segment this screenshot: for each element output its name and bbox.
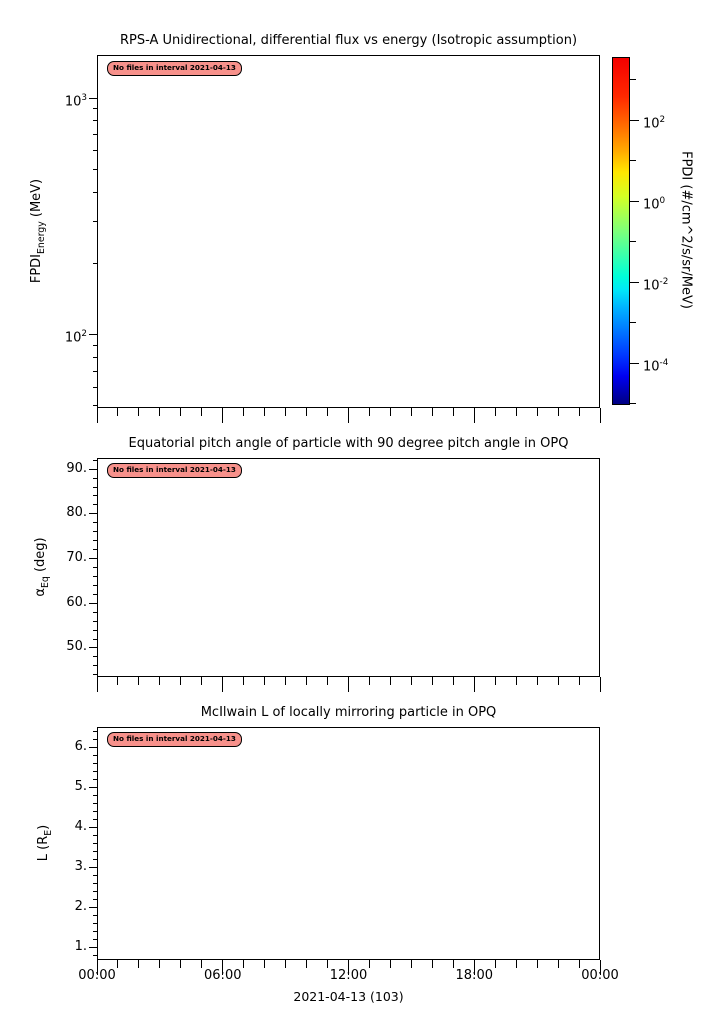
y-minor-tick [93, 795, 97, 796]
y-minor-tick [93, 522, 97, 523]
x-major-tick [348, 408, 349, 423]
x-minor-tick [180, 960, 181, 968]
y-minor-tick [93, 567, 97, 568]
y-minor-tick [93, 819, 97, 820]
x-minor-tick [369, 960, 370, 968]
y-tick-label: 90. [66, 460, 87, 476]
lshell-y-label-sub: E [42, 829, 54, 836]
colorbar-major-tick [630, 201, 639, 202]
y-major-tick [89, 787, 97, 788]
x-minor-tick [495, 677, 496, 685]
x-minor-tick [117, 677, 118, 685]
x-minor-tick [390, 677, 391, 685]
flux-y-label-prefix: FPDI [29, 253, 45, 284]
y-tick-label: 80. [66, 505, 87, 521]
colorbar-tick-base: 10 [643, 116, 660, 132]
y-minor-tick [93, 405, 97, 406]
x-minor-tick [327, 677, 328, 685]
x-minor-tick [243, 960, 244, 968]
x-minor-tick [369, 677, 370, 685]
x-minor-tick [159, 677, 160, 685]
y-tick-exponent: 2 [81, 329, 87, 340]
colorbar-axis-label: FPDI (#/cm^2/s/sr/MeV) [678, 151, 694, 309]
y-tick-label: 50. [66, 639, 87, 655]
y-minor-tick [93, 639, 97, 640]
x-tick-label: 18:00 [455, 968, 493, 983]
y-major-tick [89, 867, 97, 868]
lshell-plot-title: McIlwain L of locally mirroring particle in OPQ [200, 705, 497, 720]
y-minor-tick [93, 939, 97, 940]
y-minor-tick [93, 656, 97, 657]
x-tick-label: 00:00 [78, 968, 116, 983]
y-minor-tick [93, 108, 97, 109]
flux-plot-title: RPS-A Unidirectional, differential flux vs energy (Isotropic assumption) [119, 33, 578, 48]
y-minor-tick [93, 771, 97, 772]
y-minor-tick [93, 923, 97, 924]
y-minor-tick [93, 859, 97, 860]
x-minor-tick [201, 408, 202, 416]
x-major-tick [222, 677, 223, 692]
y-minor-tick [93, 612, 97, 613]
colorbar-tick-exponent: -4 [659, 358, 669, 369]
x-minor-tick [306, 408, 307, 416]
x-minor-tick [453, 677, 454, 685]
y-minor-tick [93, 739, 97, 740]
y-tick-base: 10 [64, 93, 82, 109]
x-minor-tick [159, 960, 160, 968]
x-minor-tick [180, 677, 181, 685]
lshell-y-label-prefix: L (R [36, 835, 52, 862]
x-minor-tick [264, 677, 265, 685]
y-minor-tick [93, 875, 97, 876]
y-minor-tick [93, 835, 97, 836]
x-minor-tick [579, 408, 580, 416]
pitch-y-label-sub: Eq [39, 576, 51, 589]
y-tick-label: 5. [74, 778, 87, 794]
y-minor-tick [93, 357, 97, 358]
y-minor-tick [93, 585, 97, 586]
x-minor-tick [117, 960, 118, 968]
y-minor-tick [93, 955, 97, 956]
y-minor-tick [93, 621, 97, 622]
y-minor-tick [93, 731, 97, 732]
x-minor-tick [285, 677, 286, 685]
y-minor-tick [93, 549, 97, 550]
y-minor-tick [93, 169, 97, 170]
x-minor-tick [516, 960, 517, 968]
y-minor-tick [93, 915, 97, 916]
y-tick-label: 3. [74, 858, 87, 874]
x-minor-tick [138, 960, 139, 968]
x-minor-tick [306, 960, 307, 968]
y-minor-tick [93, 576, 97, 577]
y-minor-tick [93, 345, 97, 346]
y-minor-tick [93, 843, 97, 844]
y-minor-tick [93, 504, 97, 505]
x-minor-tick [558, 677, 559, 685]
flux-plot-area [97, 55, 600, 408]
x-minor-tick [327, 960, 328, 968]
y-major-tick [89, 603, 97, 604]
y-major-tick [89, 558, 97, 559]
colorbar-minor-tick [630, 403, 636, 404]
colorbar-major-tick [630, 282, 639, 283]
x-axis-date-label: 2021-04-13 (103) [293, 989, 404, 1004]
x-minor-tick [453, 960, 454, 968]
y-minor-tick [93, 221, 97, 222]
x-minor-tick [390, 960, 391, 968]
pitch-y-label-suffix: (deg) [33, 537, 49, 577]
x-minor-tick [264, 960, 265, 968]
x-major-tick [600, 408, 601, 423]
colorbar-tick-exponent: 0 [659, 196, 666, 207]
x-minor-tick [201, 960, 202, 968]
x-major-tick [600, 677, 601, 692]
x-minor-tick [495, 960, 496, 968]
colorbar-tick-base: 10 [643, 359, 660, 375]
x-minor-tick [306, 677, 307, 685]
x-minor-tick [453, 408, 454, 416]
y-minor-tick [93, 674, 97, 675]
colorbar-minor-tick [630, 160, 636, 161]
y-tick-label: 70. [66, 550, 87, 566]
y-minor-tick [93, 531, 97, 532]
y-minor-tick [93, 594, 97, 595]
y-major-tick [89, 469, 97, 470]
y-minor-tick [93, 150, 97, 151]
x-minor-tick [243, 408, 244, 416]
x-minor-tick [411, 677, 412, 685]
y-major-tick [89, 907, 97, 908]
flux-y-label-sub: Energy [35, 221, 47, 254]
x-minor-tick [495, 408, 496, 416]
y-minor-tick [93, 387, 97, 388]
x-minor-tick [390, 408, 391, 416]
x-minor-tick [138, 408, 139, 416]
x-minor-tick [558, 960, 559, 968]
y-minor-tick [93, 811, 97, 812]
colorbar-tick-exponent: -2 [659, 277, 669, 288]
x-tick-label: 06:00 [204, 968, 242, 983]
y-tick-label: 4. [74, 818, 87, 834]
y-major-tick [89, 513, 97, 514]
y-minor-tick [93, 665, 97, 666]
x-minor-tick [516, 677, 517, 685]
y-minor-tick [93, 460, 97, 461]
colorbar-tick-label [643, 110, 665, 130]
x-minor-tick [558, 408, 559, 416]
lshell-no-data-annotation: No files in interval 2021-04-13 [107, 732, 242, 747]
colorbar-tick-label [643, 272, 668, 292]
x-minor-tick [432, 960, 433, 968]
y-tick-label: 1. [74, 938, 87, 954]
y-minor-tick [93, 478, 97, 479]
x-minor-tick [285, 408, 286, 416]
y-tick-label: 6. [74, 738, 87, 754]
y-minor-tick [93, 263, 97, 264]
y-minor-tick [93, 540, 97, 541]
y-major-tick [89, 98, 97, 99]
x-minor-tick [138, 677, 139, 685]
y-minor-tick [93, 755, 97, 756]
colorbar-tick-base: 10 [643, 197, 660, 213]
x-minor-tick [369, 408, 370, 416]
colorbar-major-tick [630, 363, 639, 364]
y-minor-tick [93, 883, 97, 884]
colorbar-major-tick [630, 120, 639, 121]
x-minor-tick [327, 408, 328, 416]
x-minor-tick [579, 960, 580, 968]
y-tick-base: 10 [64, 330, 82, 346]
x-minor-tick [579, 677, 580, 685]
x-minor-tick [180, 408, 181, 416]
x-minor-tick [243, 677, 244, 685]
x-major-tick [474, 677, 475, 692]
x-minor-tick [159, 408, 160, 416]
y-major-tick [89, 947, 97, 948]
y-minor-tick [93, 931, 97, 932]
y-tick-label: 2. [74, 898, 87, 914]
y-tick-label: 60. [66, 594, 87, 610]
x-minor-tick [516, 408, 517, 416]
y-minor-tick [93, 899, 97, 900]
y-tick-exponent: 3 [81, 92, 87, 103]
colorbar-tick-label [643, 353, 668, 373]
x-major-tick [222, 408, 223, 423]
x-major-tick [474, 408, 475, 423]
x-tick-label: 12:00 [329, 968, 368, 983]
x-minor-tick [432, 408, 433, 416]
x-major-tick [97, 408, 98, 423]
x-minor-tick [432, 677, 433, 685]
y-minor-tick [93, 495, 97, 496]
x-minor-tick [537, 408, 538, 416]
y-minor-tick [93, 371, 97, 372]
y-major-tick [89, 827, 97, 828]
colorbar-tick-label [643, 191, 665, 211]
pitch-y-label-prefix: α [33, 588, 49, 597]
y-minor-tick [93, 630, 97, 631]
flux-y-label-suffix: (MeV) [29, 178, 45, 222]
pitch-plot-title: Equatorial pitch angle of particle with 90 degree pitch angle in OPQ [128, 436, 569, 451]
y-minor-tick [93, 851, 97, 852]
lshell-y-label-suffix: ) [36, 824, 52, 830]
colorbar-minor-tick [630, 79, 636, 80]
x-tick-label: 00:00 [581, 968, 619, 983]
flux-no-data-annotation: No files in interval 2021-04-13 [107, 61, 242, 76]
y-minor-tick [93, 763, 97, 764]
y-minor-tick [93, 803, 97, 804]
x-minor-tick [117, 408, 118, 416]
colorbar-minor-tick [630, 241, 636, 242]
y-tick-label [37, 325, 87, 346]
pitch-plot-area [97, 458, 600, 677]
pitch-no-data-annotation: No files in interval 2021-04-13 [107, 463, 242, 478]
y-major-tick [89, 334, 97, 335]
colorbar-minor-tick [630, 322, 636, 323]
lshell-plot-area [97, 727, 600, 960]
colorbar-tick-exponent: 2 [659, 115, 666, 126]
x-minor-tick [411, 960, 412, 968]
x-minor-tick [537, 960, 538, 968]
colorbar-tick-base: 10 [643, 278, 660, 294]
y-tick-label [37, 89, 87, 107]
x-minor-tick [411, 408, 412, 416]
y-minor-tick [93, 134, 97, 135]
y-minor-tick [93, 120, 97, 121]
x-major-tick [348, 677, 349, 692]
x-minor-tick [285, 960, 286, 968]
y-minor-tick [93, 192, 97, 193]
x-minor-tick [264, 408, 265, 416]
x-minor-tick [201, 677, 202, 685]
y-major-tick [89, 647, 97, 648]
x-major-tick [97, 677, 98, 692]
flux-y-axis-label [29, 179, 47, 283]
colorbar-gradient [612, 57, 630, 405]
y-major-tick [89, 747, 97, 748]
y-minor-tick [93, 779, 97, 780]
y-minor-tick [93, 891, 97, 892]
y-minor-tick [93, 487, 97, 488]
x-minor-tick [537, 677, 538, 685]
